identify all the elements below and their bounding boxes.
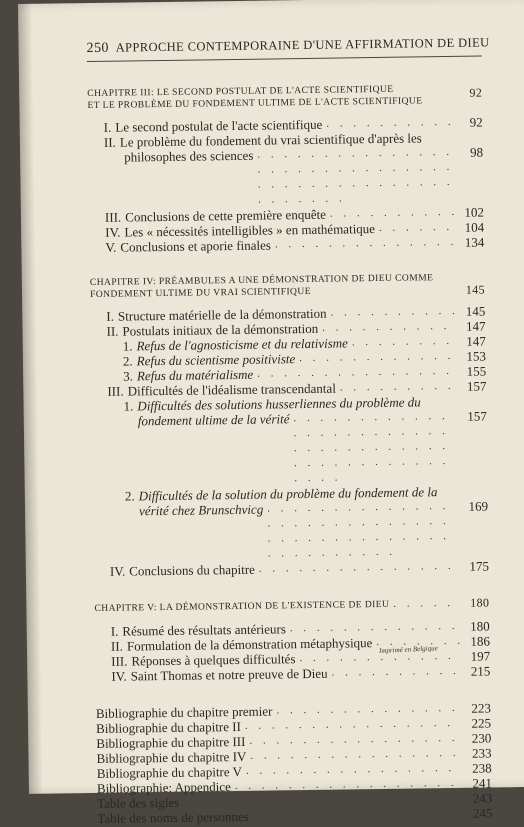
toc-subentry: 1. Difficultés des solutions husserliennes du problème du fondement ultime de la vérité . . . 157 [92, 393, 488, 489]
chapter-4-page: 145 [465, 282, 486, 297]
back-matter-entry: Table des sigles . . . 243 [97, 790, 492, 811]
toc-entry: IV. Conclusions du chapitre . . . 175 [94, 558, 489, 579]
chapter-5-title: CHAPITRE V: LA DÉMONSTRATION DE L'EXISTENCE DE DIEU . . . 180 [94, 595, 489, 616]
back-matter-entry: Bibliographie: Appendice . . . 241 [97, 775, 492, 796]
chapter-4-title: CHAPITRE IV: PRÉAMBULES A UNE DÉMONSTRATION DE DIEU COMME FONDEMENT ULTIME DU VRAI SCIENTIFIQUE 145 [89, 272, 486, 301]
chapter-5-page: 180 [470, 595, 490, 610]
toc-entry: I. Structure matérielle de la démonstration . . . 145 [90, 304, 485, 325]
chapter-3-page: 92 [469, 85, 483, 100]
back-matter-entry: Bibliographie du chapitre premier . . . 223 [96, 700, 491, 721]
back-matter-entry: Bibliographie du chapitre III . . . 230 [96, 730, 491, 751]
table-of-contents [87, 36, 493, 826]
toc-subentry: 2. Difficultés de la solution du problème du fondement de la vérité chez Brunschvicg . . . 169 [93, 483, 489, 564]
toc-entry: II. Le problème du fondement du vrai scientifique d'après les philosophes des sciences . . . 98 [88, 130, 484, 211]
toc-subentry: 2. Refus du scientisme positiviste . . . 153 [91, 349, 486, 370]
toc-entry: II. Formulation de la démonstration métaphysique . . . 186 [95, 633, 490, 654]
page-number: 250 [86, 40, 109, 57]
toc-subentry: 3. Refus du matérialisme . . . 155 [91, 363, 486, 384]
toc-entry: III. Conclusions de cette première enquête . . . 102 [89, 205, 484, 226]
toc-entry: III. Réponses à quelques difficultés . . . 197 [95, 648, 490, 669]
toc-entry: III. Difficultés de l'idéalisme transcendantal . . . 157 [91, 378, 486, 399]
back-matter [96, 700, 493, 826]
toc-entry: II. Postulats initiaux de la démonstration . . . 147 [90, 319, 485, 340]
back-matter-entry: Bibliographie du chapitre V . . . 238 [97, 760, 492, 781]
back-matter-entry: Bibliographie du chapitre II . . . 225 [96, 715, 491, 736]
book-page [18, 0, 524, 826]
toc-entry: IV. Saint Thomas et notre preuve de Dieu . . . 215 [95, 663, 490, 684]
running-title: APPROCHE CONTEMPORAINE D'UNE AFFIRMATION DE DIEU [115, 35, 490, 55]
running-header [86, 35, 490, 58]
toc-entry: V. Conclusions et aporie finales . . . 134 [89, 235, 484, 256]
toc-entry: I. Le second postulat de l'acte scientifique . . . 92 [88, 115, 483, 136]
back-matter-entry: Bibliographie du chapitre IV . . . 233 [96, 745, 491, 766]
back-matter-entry: Table des noms de personnes . . . 245 [97, 805, 492, 826]
page-fold-shadow [18, 4, 43, 794]
toc-subentry: 1. Refus de l'agnosticisme et du relativisme . . . 147 [91, 334, 486, 355]
chapter-3-title: CHAPITRE III: LE SECOND POSTULAT DE L'ACTE SCIENTIFIQUE ET LE PROBLÈME DU FONDEMENT ULTIME DE L'ACTE SCIENTIFIQUE 92 [87, 83, 483, 112]
printer-note: Imprimé en Belgique [378, 644, 438, 656]
toc-entry: IV. Les « nécessités intelligibles » en mathématique . . . 104 [89, 220, 484, 241]
toc-entry: I. Résumé des résultats antérieurs . . . 180 [95, 618, 490, 639]
